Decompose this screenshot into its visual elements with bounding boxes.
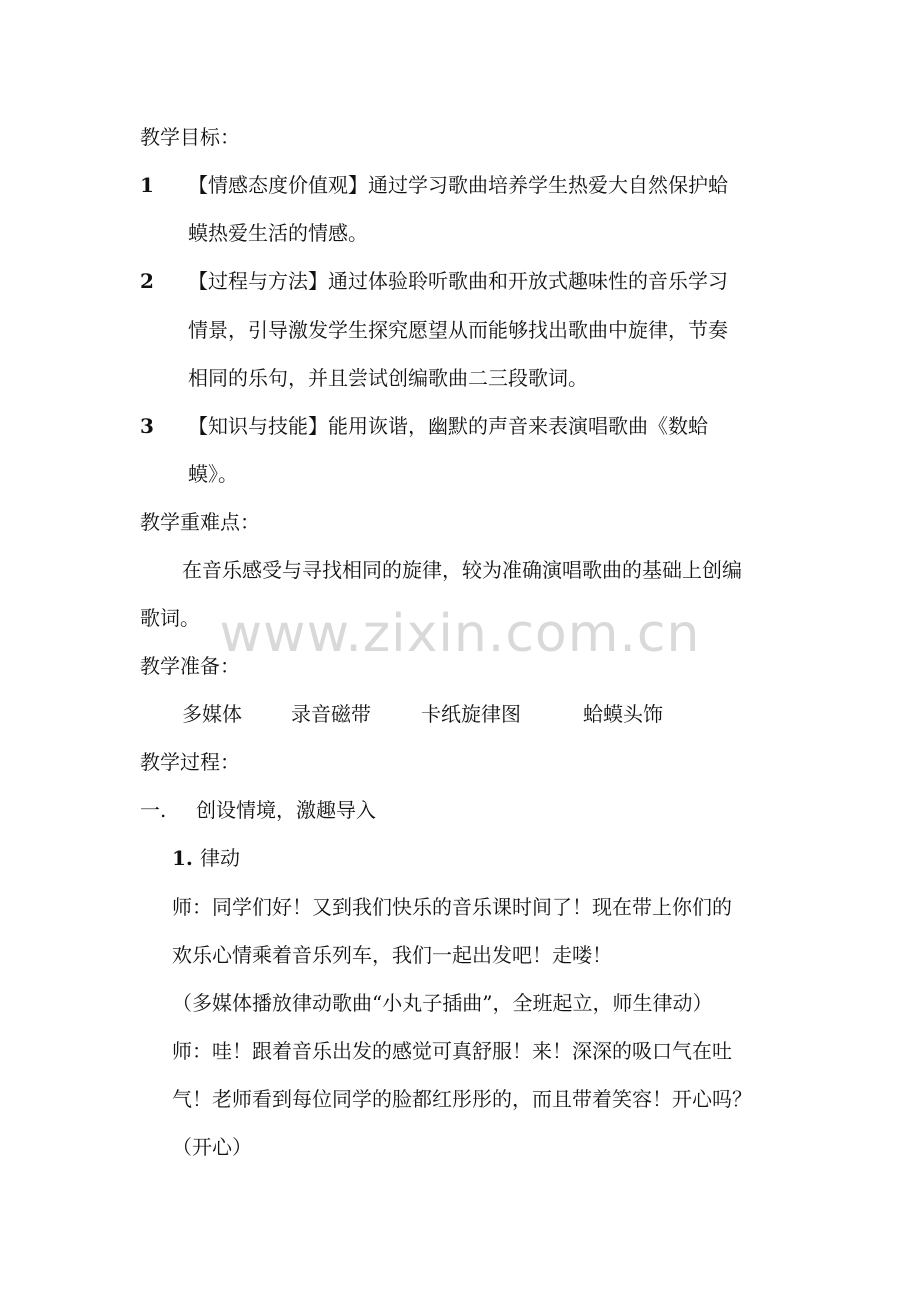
preparation-heading: 教学准备： [140, 654, 240, 678]
objective-2-line-2: 情景，引导激发学生探究愿望从而能够找出歌曲中旋律，节奏 [188, 318, 728, 342]
objective-1-line-2: 蟆热爱生活的情感。 [188, 221, 368, 245]
key-points-line-2: 歌词。 [140, 606, 200, 630]
objective-2-number: 2 [140, 269, 154, 293]
dialogue-line-4: 师：哇！跟着音乐出发的感觉可真舒服！来！深深的吸口气在吐 [172, 1039, 732, 1063]
objective-3-line-2: 蟆》。 [188, 462, 238, 486]
step-1-number: 一. [140, 798, 167, 822]
objective-3-number: 3 [140, 414, 154, 438]
objective-1-number: 1 [140, 173, 154, 197]
watermark: www.zixin.com.cn [219, 604, 701, 664]
substep-1-title: 律动 [200, 846, 240, 870]
preparation-item-multimedia: 多媒体 [182, 702, 242, 726]
key-points-heading: 教学重难点： [140, 510, 260, 534]
objective-3-line-1: 【知识与技能】能用诙谐，幽默的声音来表演唱歌曲《数蛤 [188, 414, 708, 438]
dialogue-line-3: （多媒体播放律动歌曲“小丸子插曲”，全班起立，师生律动） [172, 991, 713, 1015]
preparation-item-headdress: 蛤蟆头饰 [583, 702, 663, 726]
process-heading: 教学过程： [140, 750, 240, 774]
objective-2-line-1: 【过程与方法】通过体验聆听歌曲和开放式趣味性的音乐学习 [188, 269, 728, 293]
objectives-heading: 教学目标： [140, 125, 240, 149]
dialogue-line-6: （开心） [172, 1135, 252, 1159]
objective-1-line-1: 【情感态度价值观】通过学习歌曲培养学生热爱大自然保护蛤 [188, 173, 728, 197]
step-1-title: 创设情境，激趣导入 [196, 798, 376, 822]
preparation-item-melody-card: 卡纸旋律图 [421, 702, 521, 726]
substep-1-number: 1. [172, 846, 193, 870]
dialogue-line-5: 气！老师看到每位同学的脸都红彤彤的，而且带着笑容！开心吗？ [172, 1087, 752, 1111]
dialogue-line-2: 欢乐心情乘着音乐列车，我们一起出发吧！走喽！ [172, 943, 612, 967]
preparation-item-tape: 录音磁带 [291, 702, 371, 726]
objective-2-line-3: 相同的乐句，并且尝试创编歌曲二三段歌词。 [188, 366, 588, 390]
dialogue-line-1: 师：同学们好！又到我们快乐的音乐课时间了！现在带上你们的 [172, 895, 732, 919]
key-points-line-1: 在音乐感受与寻找相同的旋律，较为准确演唱歌曲的基础上创编 [182, 558, 742, 582]
